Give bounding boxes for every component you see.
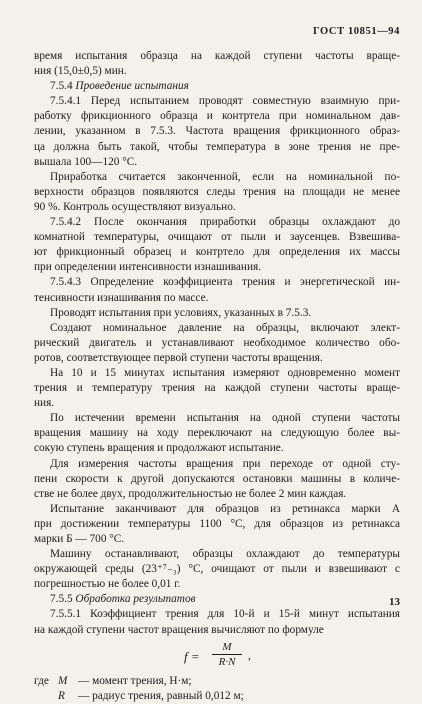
text-line: стве не более двух, продолжительностью не более 2 мин каждая. (34, 487, 347, 500)
formula-denominator: R·N (218, 655, 236, 668)
text-line: комнатной температуры, очищают от пыли и заусенцев. Взвешива- (34, 231, 400, 244)
text-line: 7.5.4.2 После окончания приработки образцы охлаждают до (50, 216, 400, 229)
friction-formula (34, 640, 400, 674)
text-line: Приработка считается законченной, если на номинальной по- (50, 170, 400, 183)
text-line: ца должна быть такой, чтобы температура в зоне трения не пре- (34, 140, 400, 153)
text-line (34, 592, 400, 607)
text-line: 7.5.5.1 Коэффициент трения для 10-й и 15-й минут испытания (50, 608, 400, 621)
text-line: при достижении температуры 1100 °С, для образцов из ретинакса (34, 517, 400, 530)
text-line (34, 79, 400, 94)
text-line: Проводят испытания при условиях, указанных в 7.5.3. (50, 306, 312, 319)
text-line: вращения машину на ходу переключают на следующую более вы- (34, 427, 400, 440)
text-line: 7.5.4.1 Перед испытанием проводят совместную взаимную при- (50, 95, 400, 108)
text-line: ния. (34, 397, 55, 410)
section-title: Проведение испытания (75, 80, 189, 93)
text-line: работку фрикционного образца и контртела при номинальном дав- (34, 110, 400, 123)
text-line: лении, указанном в 7.5.3. Частота вращения фрикционного образ- (34, 125, 400, 138)
text-line: На 10 и 15 минутах испытания измеряют одновременно момент (50, 366, 400, 379)
text-line: По истечении времени испытания на одной ступени частоты (50, 412, 400, 425)
text-lines (34, 49, 400, 638)
formula-tail: , (248, 649, 251, 662)
where-word: где (34, 674, 49, 687)
section-number: 7.5.5 (50, 593, 76, 606)
text-line: пени скорости к другой допускаются остановки машины в количе- (34, 472, 400, 485)
document-header: ГОСТ 10851—94 (313, 26, 400, 37)
text-line: на каждой ступени частот вращения вычисляют по формуле (34, 623, 324, 636)
where-symbol: R (58, 689, 65, 702)
text-line: сокую ступень вращения и продолжают испытание. (34, 442, 284, 455)
text-line: рический двигатель и устанавливают необходимое количество обо- (34, 336, 400, 349)
text-line: вышала 100—120 °С. (34, 155, 138, 168)
text-line: окружающей среды (23⁺⁷₋₃) °С, очищают от пыли и взвешивают с (34, 563, 400, 576)
text-line: тенсивности изнашивания по массе. (34, 291, 209, 304)
text-line: Машину останавливают, образцы охлаждают до температуры (50, 548, 400, 561)
text-line: время испытания образца на каждой ступени частоты враще- (34, 50, 400, 62)
formula-numerator: M (212, 640, 242, 655)
formula-lhs: f = (184, 648, 200, 664)
text-line: при определении интенсивности изнашивания. (34, 261, 262, 274)
where-text: — радиус трения, равный 0,012 м; (78, 689, 244, 702)
text-line: погрешностью не более 0,01 г. (34, 578, 181, 591)
text-line: марки Б — 700 °С. (34, 533, 125, 545)
text-line: 7.5.4.3 Определение коэффициента трения и энергетической ин- (50, 276, 400, 289)
formula-fraction (212, 640, 242, 669)
document-body (34, 49, 400, 704)
text-line: 90 %. Контроль осуществляют визуально. (34, 200, 236, 213)
page-number: 13 (389, 596, 400, 608)
where-line-r (34, 689, 400, 704)
text-line: ния (15,0±0,5) мин. (34, 65, 127, 78)
text-line: трения и температуру трения на каждой ступени частоты враще- (34, 382, 400, 395)
text-line: Для измерения частоты вращения при переходе от одной сту- (50, 457, 400, 470)
text-line: ротов, соответствующее первой ступени частоты вращения. (34, 351, 323, 364)
where-text: — момент трения, Н·м; (78, 674, 192, 687)
section-title: Обработка результатов (75, 593, 196, 606)
section-number: 7.5.4 (50, 80, 76, 93)
text-line: Создают номинальное давление на образцы, включают элект- (50, 321, 400, 334)
text-line: ют фрикционный образец и контртело для определения их массы (34, 246, 400, 259)
where-symbol: M (58, 674, 68, 687)
text-line: верхности образцов появляются следы трения на площади не менее (34, 185, 400, 198)
where-line-m (34, 674, 400, 689)
text-line: Испытание заканчивают для образцов из ретинакса марки А (50, 502, 400, 515)
